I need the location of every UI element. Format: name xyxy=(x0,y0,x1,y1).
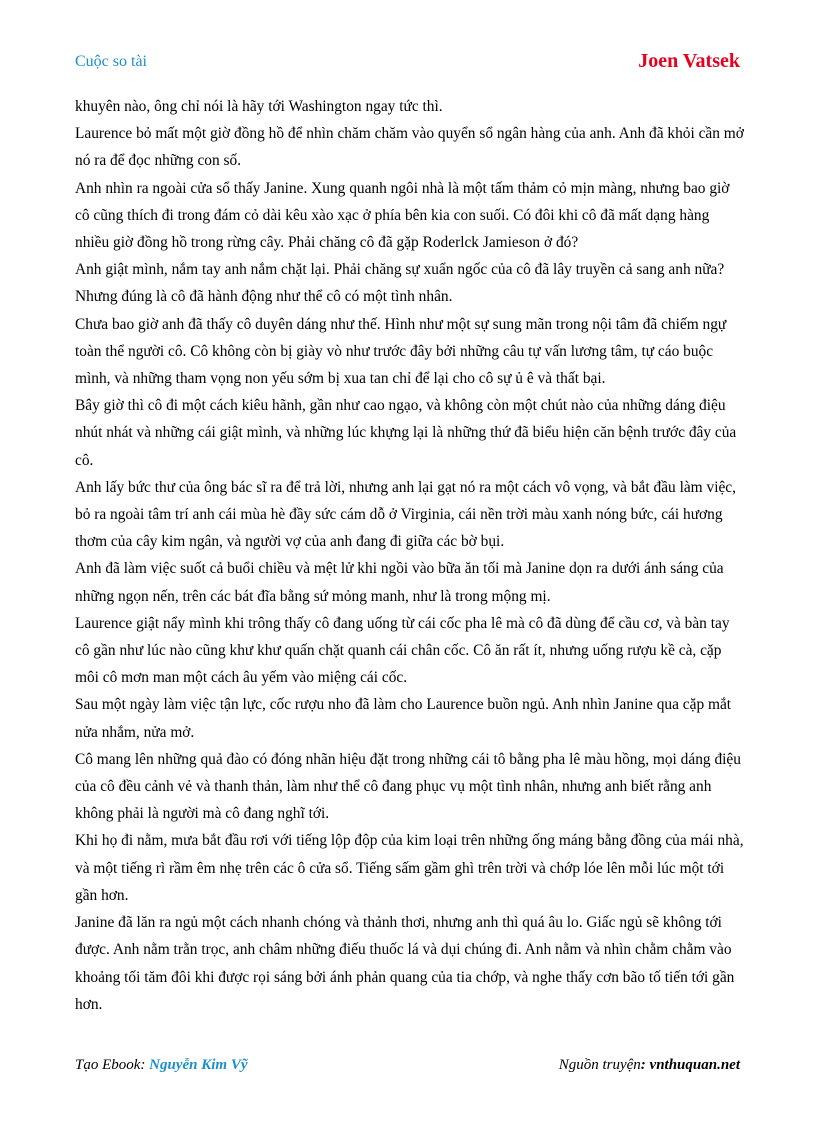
paragraph-6: Bây giờ thì cô đi một cách kiêu hãnh, gần như cao ngạo, và không còn một chút nào của những dáng điệu nhút nhát và những cái giật mình, và những lúc khựng lại là những thứ đã biểu hiện căn bệnh trước đây của cô. xyxy=(75,397,737,469)
page-header-title: Cuộc so tài xyxy=(75,53,147,70)
story-body xyxy=(75,93,747,1018)
footer-source-label: Nguồn truyện xyxy=(558,1057,641,1073)
footer-ebook-label: Tạo Ebook xyxy=(75,1057,141,1073)
paragraph-2: Laurence bỏ mất một giờ đồng hồ để nhìn chăm chăm vào quyển sổ ngân hàng của anh. Anh đã khỏi cần mở nó ra để đọc những con số. xyxy=(75,125,744,170)
footer-source-site: vnthuquan.net xyxy=(649,1057,740,1073)
paragraph-5: Chưa bao giờ anh đã thấy cô duyên dáng như thế. Hình như một sự sung mãn trong nội tâm đã chiếm ngự toàn thể người cô. Cô không còn bị giày vò như trước đây bởi những câu tự vấn lương tâm, tự cáo buộc mình, và những tham vọng non yếu sớm bị xua tan chỉ để lại cho cô sự ủ ê và thất bại. xyxy=(75,315,727,388)
footer-ebook-name: Nguyễn Kim Vỹ xyxy=(149,1057,248,1073)
paragraph-13: Janine đã lăn ra ngủ một cách nhanh chóng và thảnh thơi, nhưng anh thì quá âu lo. Giấc ngủ sẽ không tới được. Anh nằm trằn trọc, anh châm những điếu thuốc lá và dụi chúng đi. Anh nằm và nhìn chằm chằm vào khoảng tối tăm đôi khi được rọi sáng bởi ánh phản quang của tia chớp, và nghe thấy cơn bão tố tiến tới gần hơn. xyxy=(75,914,735,1013)
paragraph-10: Sau một ngày làm việc tận lực, cốc rượu nho đã làm cho Laurence buồn ngủ. Anh nhìn Janine qua cặp mắt nửa nhắm, nửa mở. xyxy=(75,696,732,741)
paragraph-7: Anh lấy bức thư của ông bác sĩ ra để trả lời, nhưng anh lại gạt nó ra một cách vô vọng, và bắt đầu làm việc, bỏ ra ngoài tâm trí anh cái mùa hè đầy sức cám dỗ ở Virginia, cái nền trời màu xanh nóng bức, cái hương thơm của cây kim ngân, và người vợ của anh đang đi giữa các bờ bụi. xyxy=(75,478,736,551)
paragraph-3: Anh nhìn ra ngoài cửa sổ thấy Janine. Xung quanh ngôi nhà là một tấm thảm cỏ mịn màng, nhưng bao giờ cô cũng thích đi trong đám cỏ dài kêu xào xạc ở phía bên kia con suối. Có đôi khi cô đã mất dạng hàng nhiều giờ đồng hồ trong rừng cây. Phải chăng cô đã gặp Roderlck Jamieson ở đó? xyxy=(75,179,730,252)
paragraph-1: khuyên nào, ông chỉ nói là hãy tới Washington ngay tức thì. xyxy=(75,98,443,115)
paragraph-11: Cô mang lên những quả đào có đóng nhãn hiệu đặt trong những cái tô bằng pha lê màu hồng, mọi dáng điệu của cô đều cảnh vẻ và thanh thản, làm như thể cô đang phục vụ một tình nhân, nhưng anh biết rằng anh không phải là người mà cô đang nghĩ tới. xyxy=(75,750,741,823)
paragraph-12: Khi họ đi nằm, mưa bắt đầu rơi với tiếng lộp độp của kim loại trên những ống máng bằng đồng của mái nhà, và một tiếng rì rầm êm nhẹ trên các ô cửa sổ. Tiếng sấm gầm ghì trên trời và chớp lóe lên mỗi lúc một tới gần hơn. xyxy=(75,832,744,904)
footer-source-credit xyxy=(559,1054,740,1076)
footer-source-separator: : xyxy=(640,1057,650,1073)
footer-ebook-separator: : xyxy=(140,1057,150,1073)
paragraph-9: Laurence giật nẩy mình khi trông thấy cô đang uống từ cái cốc pha lê mà cô đã dùng để cầu cơ, và bàn tay cô gần như lúc nào cũng khư khư quấn chặt quanh cái chân cốc. Cô ăn rất ít, nhưng uống rượu kề cà, cặp môi cô mơn man một cách âu yếm vào miệng cái cốc. xyxy=(75,614,730,687)
paragraph-4: Anh giật mình, nắm tay anh nắm chặt lại. Phải chăng sự xuẩn ngốc của cô đã lây truyền cả sang anh nữa? Nhưng đúng là cô đã hành động như thể cô có một tình nhân. xyxy=(75,261,725,306)
paragraph-8: Anh đã làm việc suốt cả buổi chiều và mệt lử khi ngồi vào bữa ăn tối mà Janine dọn ra dưới ánh sáng của những ngọn nến, trên các bát đĩa bằng sứ mỏng manh, như là trong mộng mị. xyxy=(75,560,724,605)
page-header-author: Joen Vatsek xyxy=(638,50,740,72)
footer-ebook-credit xyxy=(75,1054,248,1076)
